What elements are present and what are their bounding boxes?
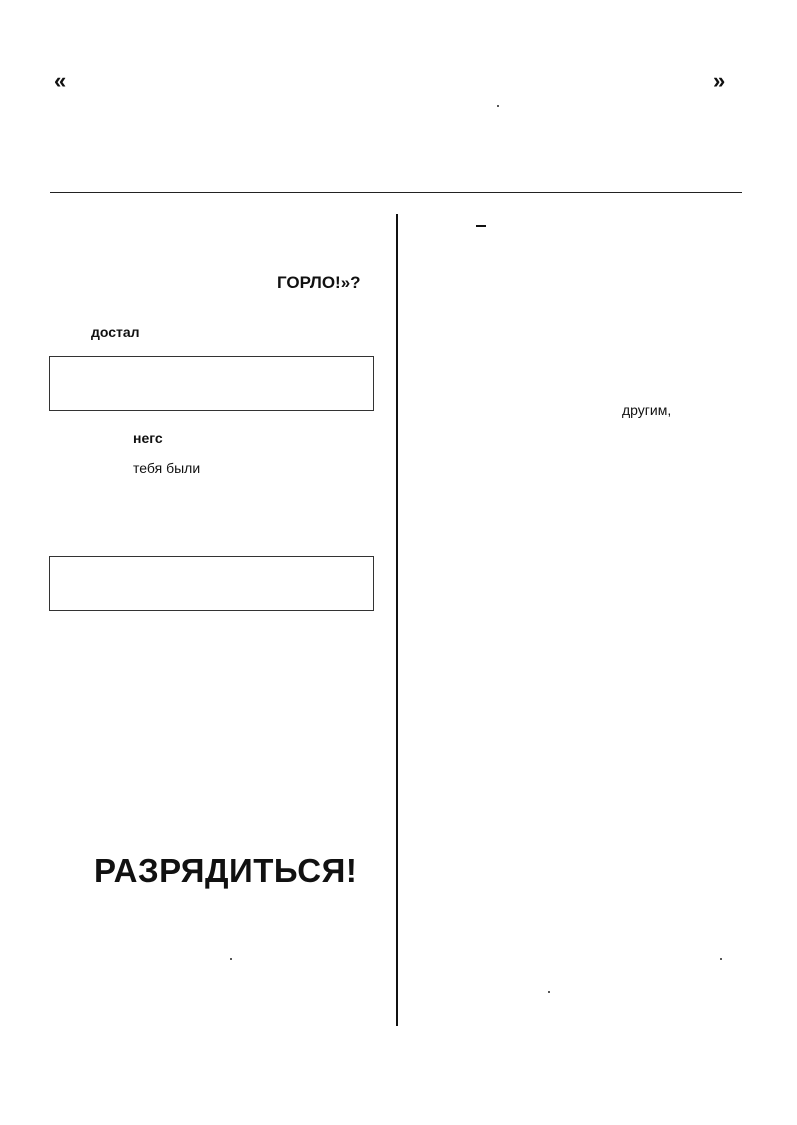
speck-dot: [497, 105, 499, 107]
word-negs: негс: [133, 430, 163, 446]
speck-dot: [548, 991, 550, 993]
word-drugim: другим,: [622, 402, 672, 418]
blank-text-box: [49, 356, 374, 411]
speck-dot: [230, 958, 232, 960]
column-divider: [396, 214, 398, 1026]
blank-text-box: [49, 556, 374, 611]
line-tebya-byli: тебя были: [133, 460, 201, 476]
open-quote-mark: «: [54, 68, 67, 93]
section-heading: ГОРЛО!»?: [277, 273, 361, 292]
close-quote-mark: »: [713, 68, 726, 93]
big-title: РАЗРЯДИТЬСЯ!: [94, 852, 358, 889]
word-dostal: достал: [91, 324, 140, 340]
header-divider: [50, 192, 742, 193]
speck-dot: [720, 958, 722, 960]
dash-mark: [476, 225, 486, 227]
